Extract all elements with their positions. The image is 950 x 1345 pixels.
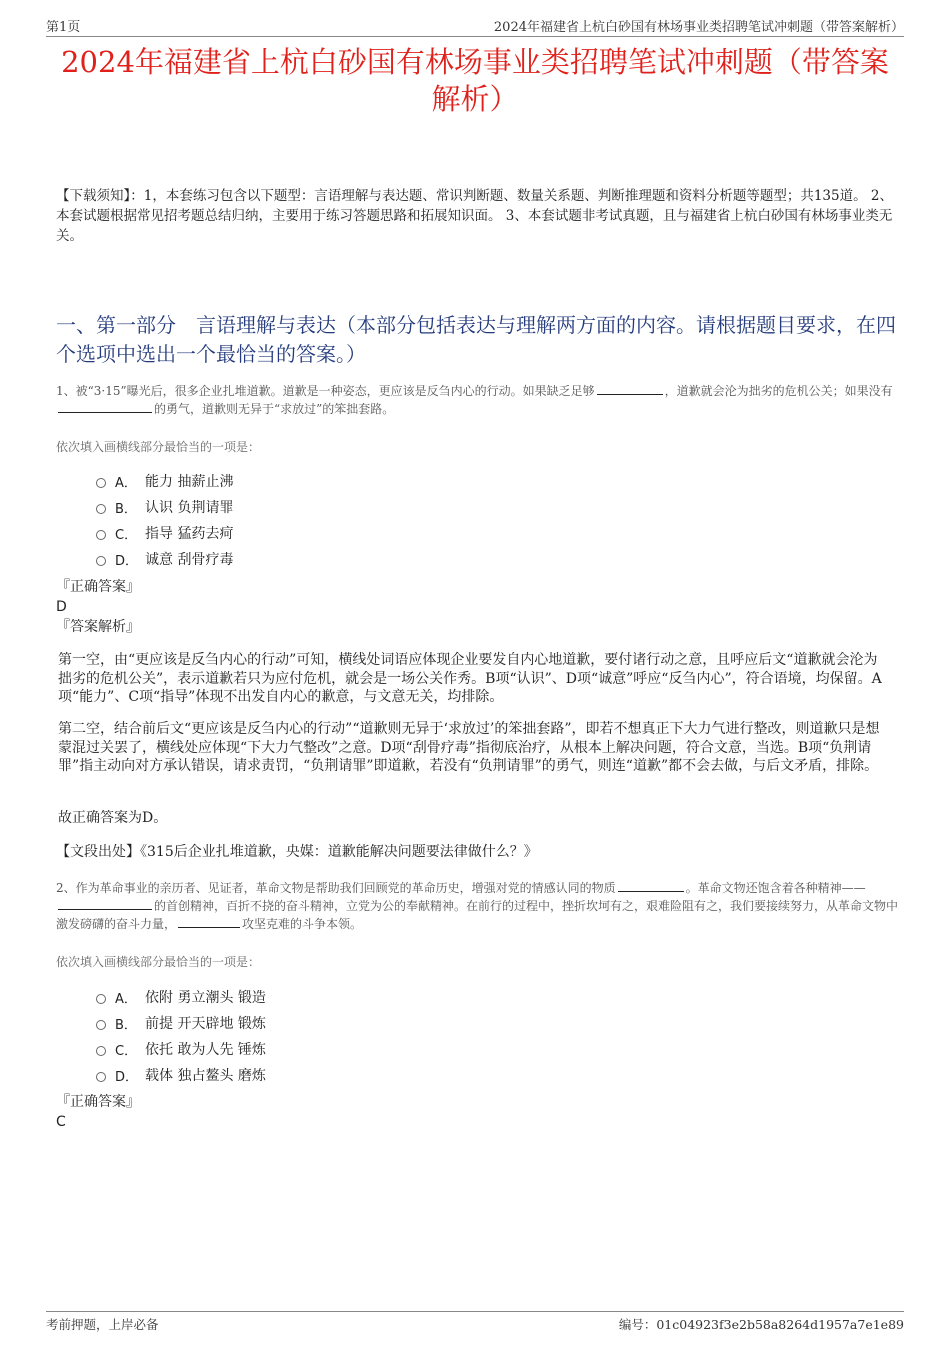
radio-button[interactable] [96, 994, 106, 1004]
answer-value: C [56, 1114, 66, 1130]
analysis-conclusion: 故正确答案为D。 [58, 810, 168, 826]
radio-button[interactable] [96, 556, 106, 566]
answer-label: 『正确答案』 [56, 1094, 140, 1110]
question-1-prompt: 依次填入画横线部分最恰当的一项是： [56, 440, 261, 454]
footer-slogan: 考前押题，上岸必备 [46, 1317, 159, 1332]
option-b[interactable]: B． 前提 开天辟地 锻炼 [96, 1010, 266, 1036]
option-d[interactable]: D． 载体 独占鳌头 磨炼 [96, 1062, 266, 1088]
answer-value: D [56, 599, 67, 615]
fill-blank [618, 880, 684, 892]
document-title: 2024年福建省上杭白砂国有林场事业类招聘笔试冲刺题（带答案解析） [61, 45, 889, 116]
analysis-paragraph-2: 第二空，结合前后文“更应该是反刍内心的行动”“道歉则无异于‘求放过’的笨拙套路”，即若不想真正下大力气进行整改，则道歉只是想蒙混过关罢了，横线处应体现“下大力气整改”之意。D项“刮骨疗毒”指彻底治疗，从根本上解决问题，符合文意，当选。B项“负荆请罪”指主动向对方承认错误，请求责罚，“负荆请罪”即道歉，若没有“负荆请罪”的勇气，则连“道歉”都不会去做，与后文矛盾，排除。 [58, 721, 880, 774]
option-b[interactable]: B． 认识 负荆请罪 [96, 494, 233, 520]
question-1-stem: 1、被“3·15”曝光后，很多企业扎堆道歉。道歉是一种姿态，更应该是反刍内心的行动。如果缺乏足够 ，道歉就会沦为拙劣的危机公关；如果没有的勇气，道歉则无异于“求放过”的笨拙套路。 [56, 384, 893, 416]
question-2-stem: 2、作为革命事业的亲历者、见证者，革命文物是帮助我们回顾党的革命历史，增强对党的情感认同的物质 。革命文物还饱含着各种精神——的首创精神，百折不挠的奋斗精神，立党为公的奉献精神。在前行的过程中，挫折坎坷有之，艰难险阻有之，我们要接续努力，从革命文物中激发磅礴的奋斗力量， 攻坚克难的斗争本领。 [56, 881, 899, 931]
page-number: 第1页 [46, 20, 81, 35]
radio-button[interactable] [96, 1020, 106, 1030]
fill-blank [58, 401, 152, 413]
page-footer [46, 1311, 904, 1334]
radio-button[interactable] [96, 478, 106, 488]
option-c[interactable]: C． 依托 敢为人先 锤炼 [96, 1036, 266, 1062]
radio-button[interactable] [96, 504, 106, 514]
question-1-options [96, 468, 233, 572]
source-citation: 【文段出处】《315后企业扎堆道歉，央媒：道歉能解决问题要法律做什么？》 [56, 844, 538, 860]
question-2-prompt: 依次填入画横线部分最恰当的一项是： [56, 955, 261, 969]
footer-serial: 编号：01c04923f3e2b58a8264d1957a7e1e89 [618, 1317, 904, 1332]
download-notice: 【下载须知】：1，本套练习包含以下题型：言语理解与表达题、常识判断题、数量关系题、判断推理题和资料分析题等题型；共135道。 2、本套试题根据常见招考题总结归纳，主要用于练习答题思路和拓展知识面。 3、本套试题非考试真题，且与福建省上杭白砂国有林场事业类无关。 [56, 188, 893, 244]
option-a[interactable]: A． 依附 勇立潮头 锻造 [96, 984, 266, 1010]
fill-blank [178, 916, 240, 928]
section-title: 一、第一部分 言语理解与表达（本部分包括表达与理解两方面的内容。请根据题目要求，在四个选项中选出一个最恰当的答案。） [56, 313, 896, 366]
option-a[interactable]: A． 能力 抽薪止沸 [96, 468, 233, 494]
radio-button[interactable] [96, 530, 106, 540]
radio-button[interactable] [96, 1046, 106, 1056]
radio-button[interactable] [96, 1072, 106, 1082]
header-doc-title: 2024年福建省上杭白砂国有林场事业类招聘笔试冲刺题（带答案解析） [493, 20, 904, 35]
fill-blank [597, 383, 663, 395]
analysis-paragraph-1: 第一空，由“更应该是反刍内心的行动”可知，横线处词语应体现企业要发自内心地道歉，要付诸行动之意，且呼应后文“道歉就会沦为拙劣的危机公关”，表示道歉若只为应付危机，就会是一场公关作秀。B项“认识”、D项“诚意”呼应“反刍内心”，符合语境，均保留。A项“能力”、C项“指导”体现不出发自内心的歉意，与文意无关，均排除。 [58, 652, 882, 705]
analysis-label: 『答案解析』 [56, 619, 140, 635]
option-d[interactable]: D． 诚意 刮骨疗毒 [96, 546, 233, 572]
question-2-answer [56, 1092, 140, 1132]
question-2-options [96, 984, 266, 1088]
fill-blank [58, 898, 152, 910]
question-1-answer [56, 577, 140, 637]
page-header [46, 14, 904, 37]
option-c[interactable]: C． 指导 猛药去疴 [96, 520, 233, 546]
answer-label: 『正确答案』 [56, 579, 140, 595]
